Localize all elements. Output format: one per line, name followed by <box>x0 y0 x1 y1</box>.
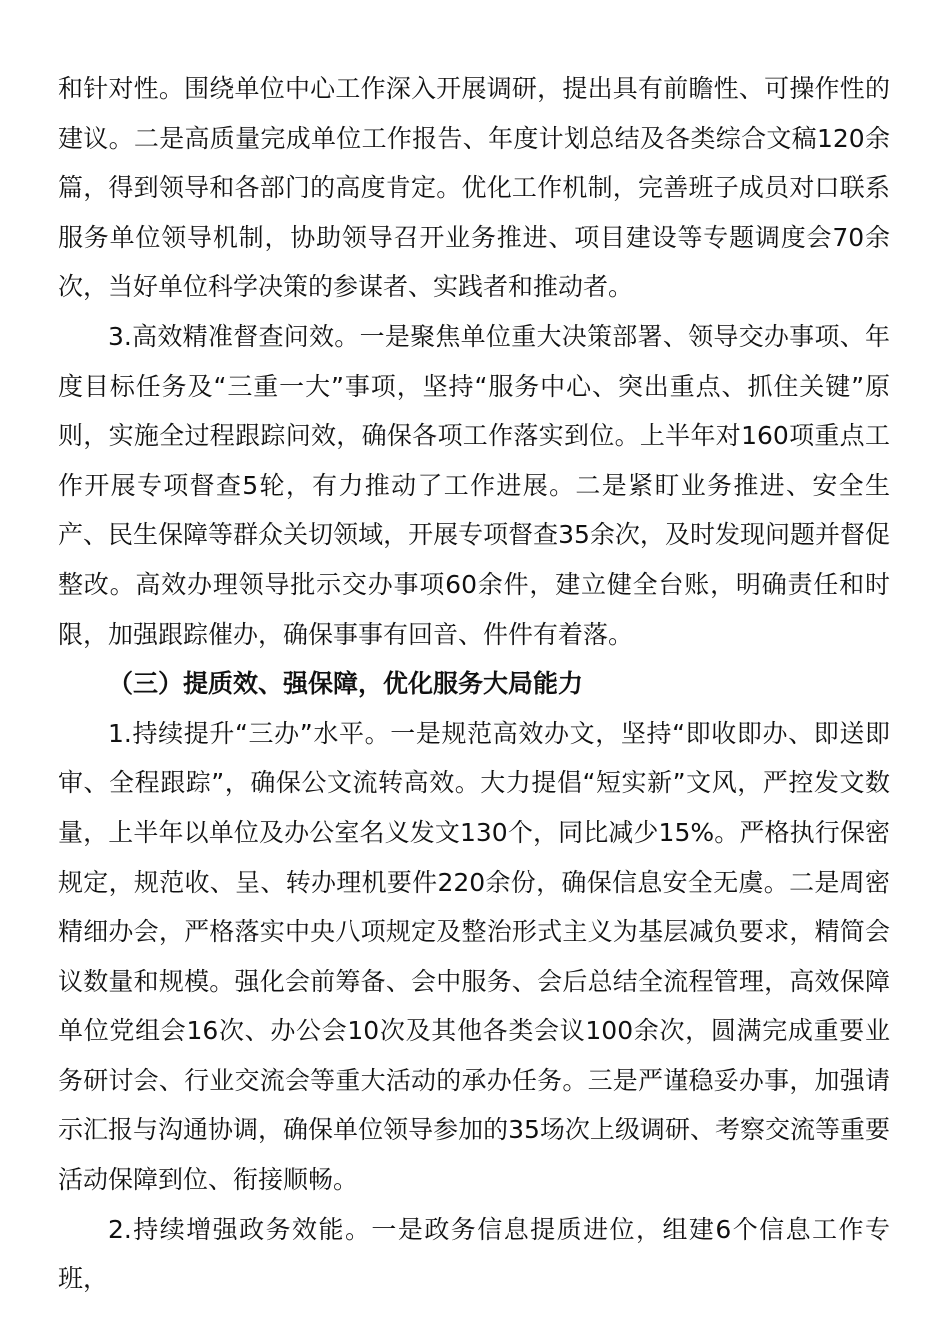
section-heading-three: （三）提质效、强保障，优化服务大局能力 <box>108 669 584 699</box>
paragraph-three-services: 1.持续提升“三办”水平。一是规范高效办文，坚持“即收即办、即送即审、全程跟踪”，确保公文流转高效。大力提倡“短实新”文风，严控发文数量，上半年以单位及办公室名义发文130个，同比减少15%。严格执行保密规定，规范收、呈、转办理机要件220余份，确保信息安全无虞。二是周密精细办会，严格落实中央八项规定及整治形式主义为基层减负要求，精简会议数量和规模。强化会前筹备、会中服务、会后总结全流程管理，高效保障单位党组会16次、办公会10次及其他各类会议100余次，圆满完成重要业务研讨会、行业交流会等重大活动的承办任务。三是严谨稳妥办事，加强请示汇报与沟通协调，确保单位领导参加的35场次上级调研、考察交流等重要活动保障到位、衔接顺畅。 <box>58 718 890 1195</box>
paragraph-supervision: 3.高效精准督查问效。一是聚焦单位重大决策部署、领导交办事项、年度目标任务及“三重一大”事项，坚持“服务中心、突出重点、抓住关键”原则，实施全过程跟踪问效，确保各项工作落实到位。上半年对160项重点工作开展专项督查5轮，有力推动了工作进展。二是紧盯业务推进、安全生产、民生保障等群众关切领域，开展专项督查35余次，及时发现问题并督促整改。高效办理领导批示交办事项60余件，建立健全台账，明确责任和时限，加强跟踪催办，确保事事有回音、件件有着落。 <box>58 321 890 649</box>
document-page <box>58 64 890 1304</box>
paragraph-government-efficiency: 2.持续增强政务效能。一是政务信息提质进位，组建6个信息工作专班， <box>58 1214 890 1294</box>
paragraph-research-and-documents: 和针对性。围绕单位中心工作深入开展调研，提出具有前瞻性、可操作性的建议。二是高质量完成单位工作报告、年度计划总结及各类综合文稿120余篇，得到领导和各部门的高度肯定。优化工作机制，完善班子成员对口联系服务单位领导机制，协助领导召开业务推进、项目建设等专题调度会70余次，当好单位科学决策的参谋者、实践者和推动者。 <box>58 74 890 302</box>
